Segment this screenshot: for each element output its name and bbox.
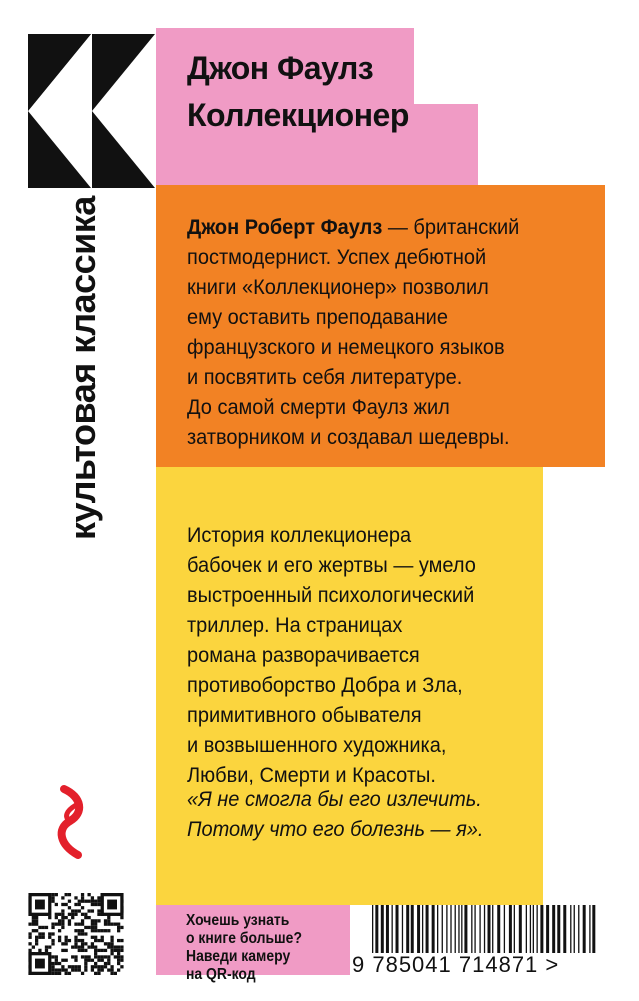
barcode-bar [479,905,480,953]
series-name: культовая классика [62,196,103,540]
barcode-bar [402,905,403,953]
barcode-bar [411,905,414,953]
barcode-bar [519,905,522,953]
barcode-bar [563,905,566,953]
barcode-bar [406,905,409,953]
series-logo-icon [28,34,155,188]
barcode-bar [570,905,571,953]
barcode-bar [589,905,590,953]
barcode-bar [546,905,549,953]
barcode-bar [392,905,393,953]
barcode-bar [557,905,560,953]
barcode-bar [540,905,543,953]
barcode-bar [442,905,443,953]
bio-text: — британский постмодернист. Успех дебютной книги «Коллекционер» позволил ему оставить преподавание французского и немецкого языков и посвятить себя литературе. До самой смерти Фаулз жил затворником и создавал шедевры. [187,215,520,449]
barcode-bar [526,905,527,953]
barcode-bar [471,905,472,953]
barcode-bar [474,905,475,953]
book-description: История коллекционера бабочек и его жертвы — умело выстроенный психологический триллер. На страницах романа разворачивается противоборство Добра и Зла, примитивного обывателя и возвышенного художника, Любви, Смерти и Красоты. [187,523,476,787]
barcode-bar [530,905,531,953]
barcode-bar [552,905,555,953]
barcode-bar [446,905,447,953]
barcode-bar [537,905,538,953]
barcode-bar [458,905,459,953]
barcode-bar [484,905,485,953]
barcode-bar [504,905,505,953]
barcode-bar [450,905,451,953]
publisher-logo-icon [52,783,90,863]
barcode-bar [417,905,420,953]
barcode-bar [461,905,462,953]
barcode-bar [464,905,467,953]
barcode-bar [422,905,423,953]
barcode-bar [396,905,399,953]
barcode-bar [426,905,429,953]
barcode-bar [509,905,512,953]
barcode-bar [432,905,435,953]
barcode-bar [381,905,384,953]
author-bio [187,212,519,452]
barcode-bar [583,905,586,953]
barcode-bar [497,905,500,953]
barcode-bar [592,905,595,953]
author-full-name: Джон Роберт Фаулз [187,215,383,239]
barcode-bar [492,905,493,953]
barcode-bar [372,905,373,953]
qr-code[interactable] [28,893,124,975]
barcode-bar [386,905,389,953]
barcode-bar [514,905,515,953]
barcode-bar [437,905,438,953]
isbn-number: 9 785041 714871 > [352,952,560,977]
barcode-bar [488,905,491,953]
barcode-bar [455,905,456,953]
barcode-bar [574,905,575,953]
book-quote: «Я не смогла бы его излечить. Потому что его болезнь — я». [187,787,484,841]
barcode-bar [533,905,534,953]
book-title: Коллекционер [187,97,409,133]
author-name: Джон Фаулз [187,50,374,86]
barcode-bar [578,905,579,953]
qr-prompt: Хочешь узнать о книге больше? Наведи камеру на QR-код [186,912,302,983]
barcode-bar [375,905,378,953]
